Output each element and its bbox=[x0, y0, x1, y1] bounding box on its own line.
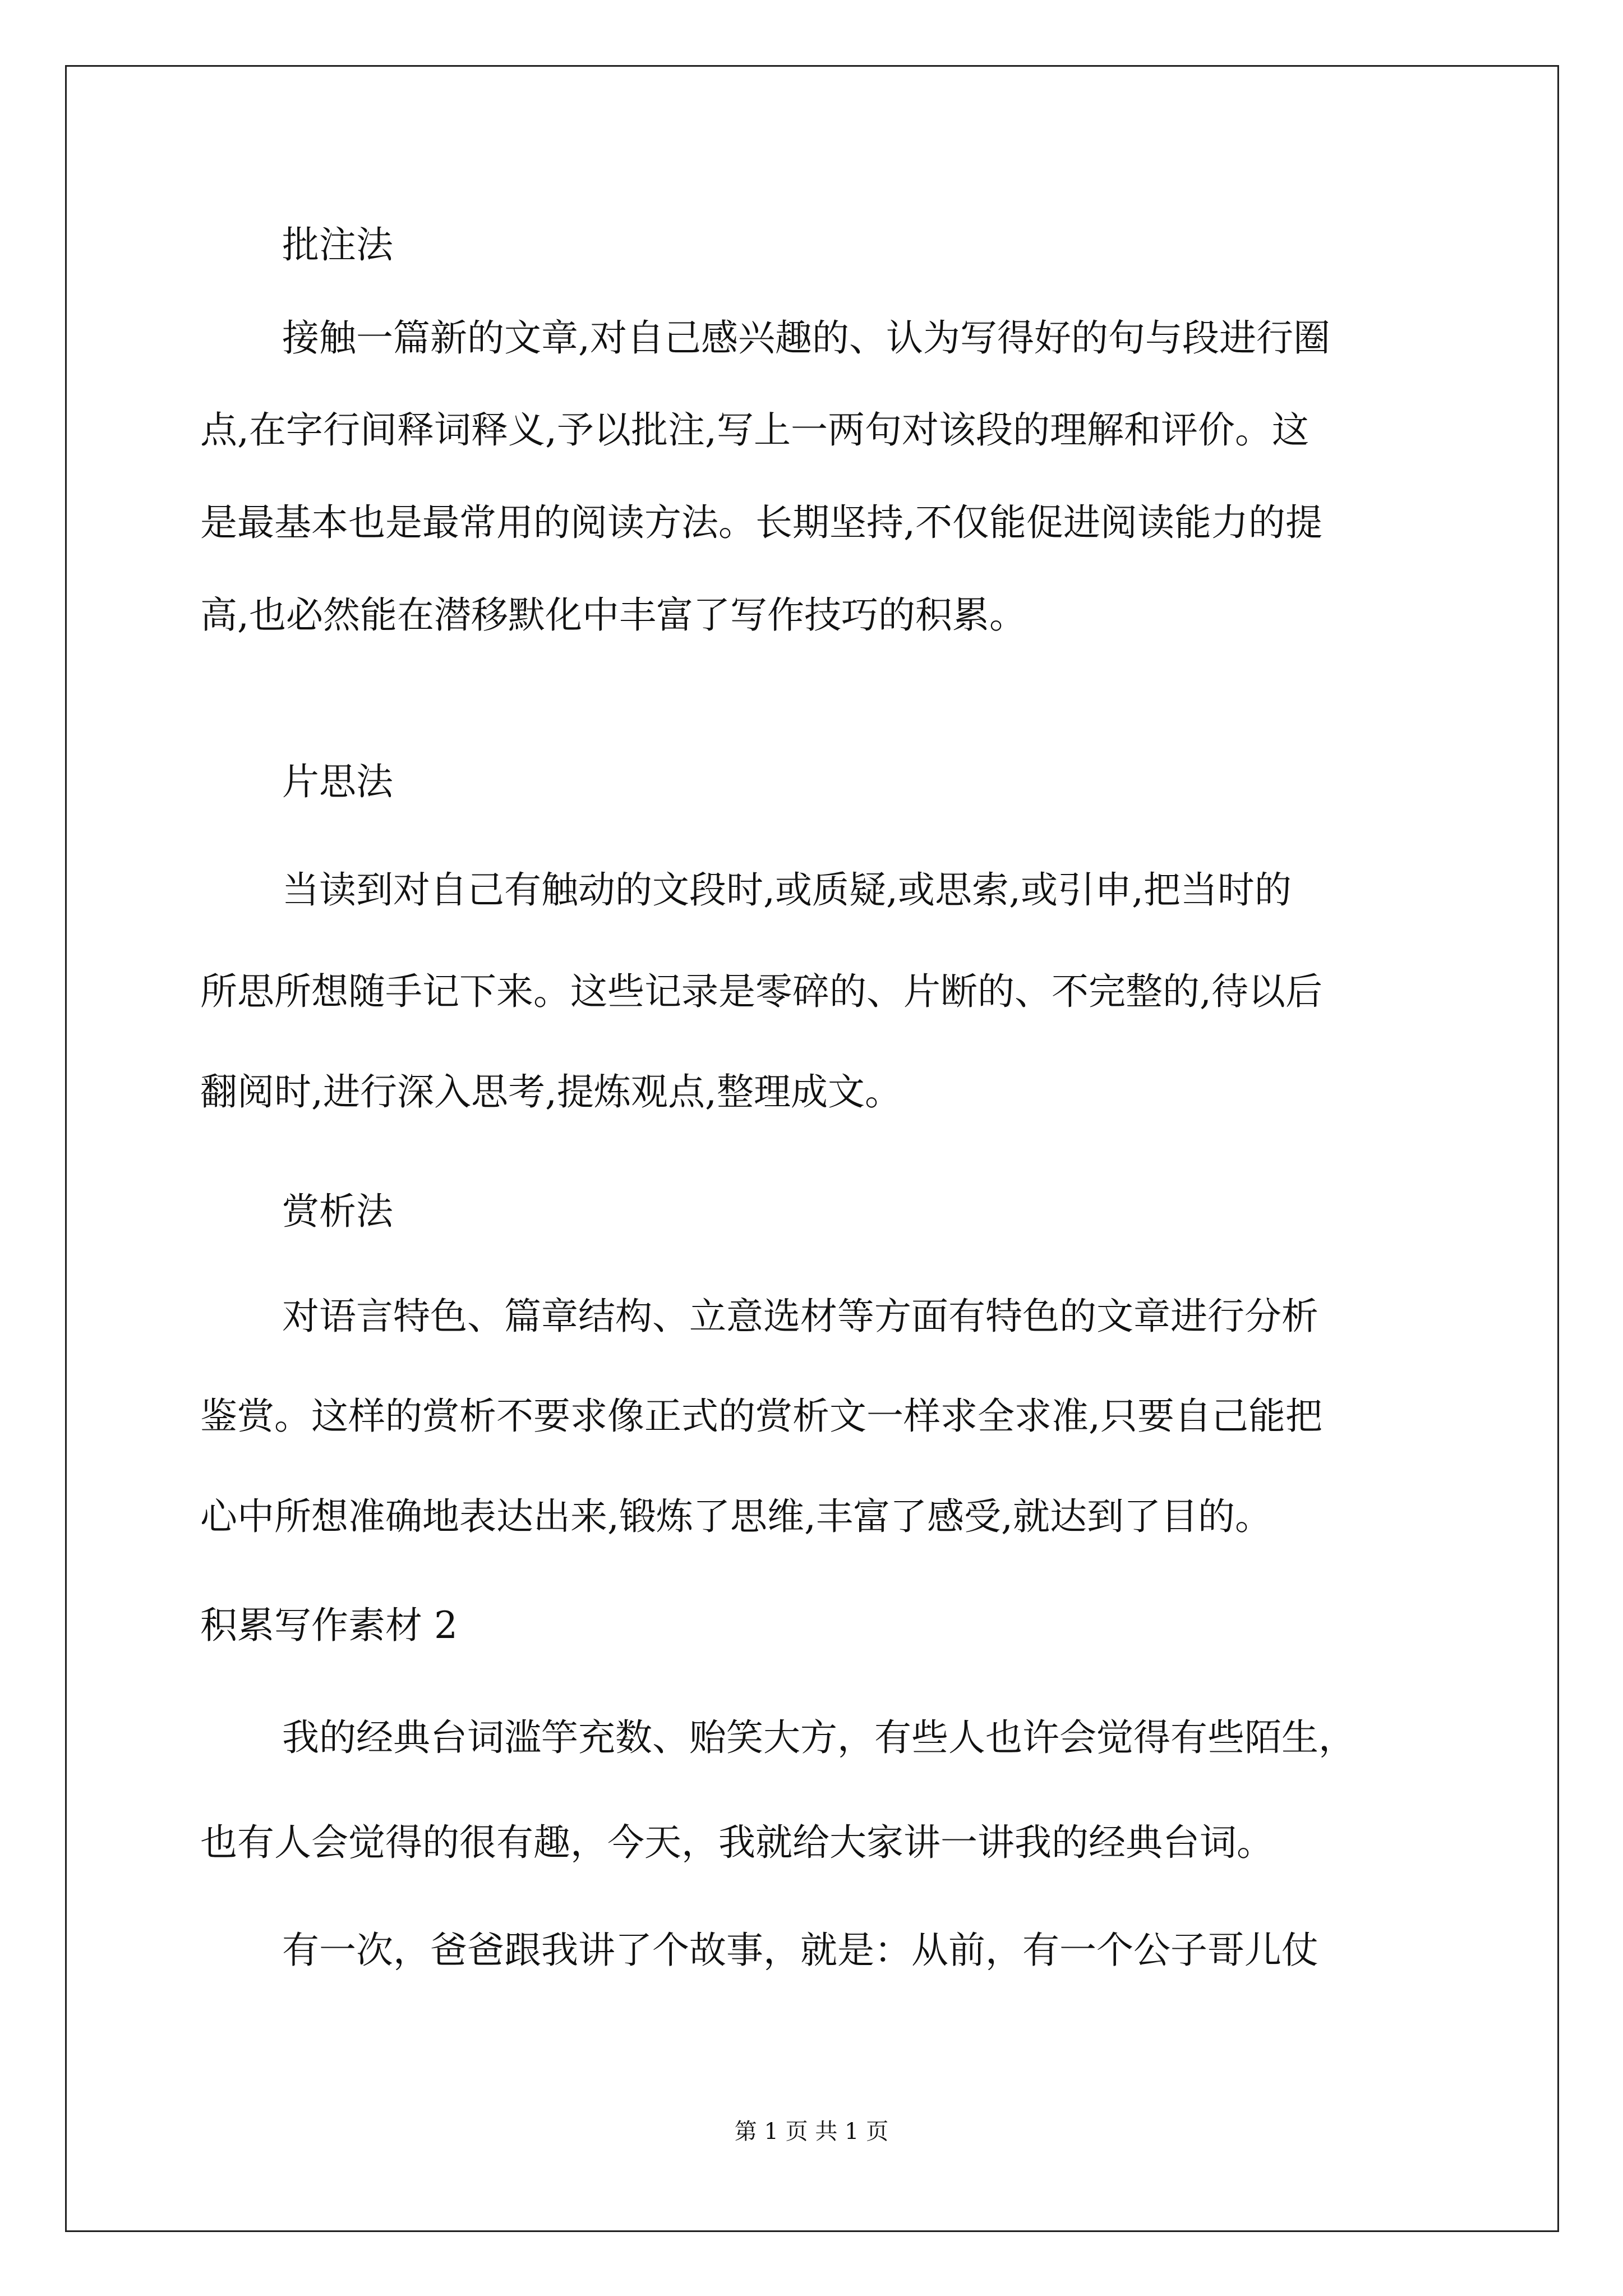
paragraph-line: 点,在字行间释词释义,予以批注,写上一两句对该段的理解和评价。这 bbox=[200, 408, 1309, 452]
paragraph-line: 接触一篇新的文章,对自己感兴趣的、认为写得好的句与段进行圈 bbox=[282, 316, 1330, 360]
heading-fragment-method: 片思法 bbox=[282, 760, 393, 803]
paragraph-line: 翻阅时,进行深入思考,提炼观点,整理成文。 bbox=[200, 1070, 902, 1114]
paragraph-line: 有一次，爸爸跟我讲了个故事，就是：从前，有一个公子哥儿仗 bbox=[282, 1929, 1318, 1972]
paragraph-line: 也有人会觉得的很有趣，今天，我就给大家讲一讲我的经典台词。 bbox=[200, 1821, 1274, 1864]
heading-appreciation-method: 赏析法 bbox=[282, 1190, 393, 1233]
paragraph-line: 所思所想随手记下来。这些记录是零碎的、片断的、不完整的,待以后 bbox=[200, 970, 1322, 1013]
page-border bbox=[65, 65, 1559, 2232]
paragraph-line: 鉴赏。这样的赏析不要求像正式的赏析文一样求全求准,只要自己能把 bbox=[200, 1395, 1322, 1438]
paragraph-line: 我的经典台词滥竽充数、贻笑大方，有些人也许会觉得有些陌生， bbox=[282, 1716, 1355, 1759]
section-title: 积累写作素材 2 bbox=[200, 1604, 458, 1647]
heading-annotation-method: 批注法 bbox=[282, 223, 393, 266]
paragraph-line: 心中所想准确地表达出来,锻炼了思维,丰富了感受,就达到了目的。 bbox=[200, 1495, 1272, 1538]
paragraph-line: 是最基本也是最常用的阅读方法。长期坚持,不仅能促进阅读能力的提 bbox=[200, 501, 1322, 544]
paragraph-line: 对语言特色、篇章结构、立意选材等方面有特色的文章进行分析 bbox=[282, 1295, 1318, 1338]
page-number: 第 1 页 共 1 页 bbox=[734, 2119, 889, 2145]
paragraph-line: 高,也必然能在潜移默化中丰富了写作技巧的积累。 bbox=[200, 593, 1026, 637]
paragraph-line: 当读到对自己有触动的文段时,或质疑,或思索,或引申,把当时的 bbox=[282, 868, 1292, 912]
